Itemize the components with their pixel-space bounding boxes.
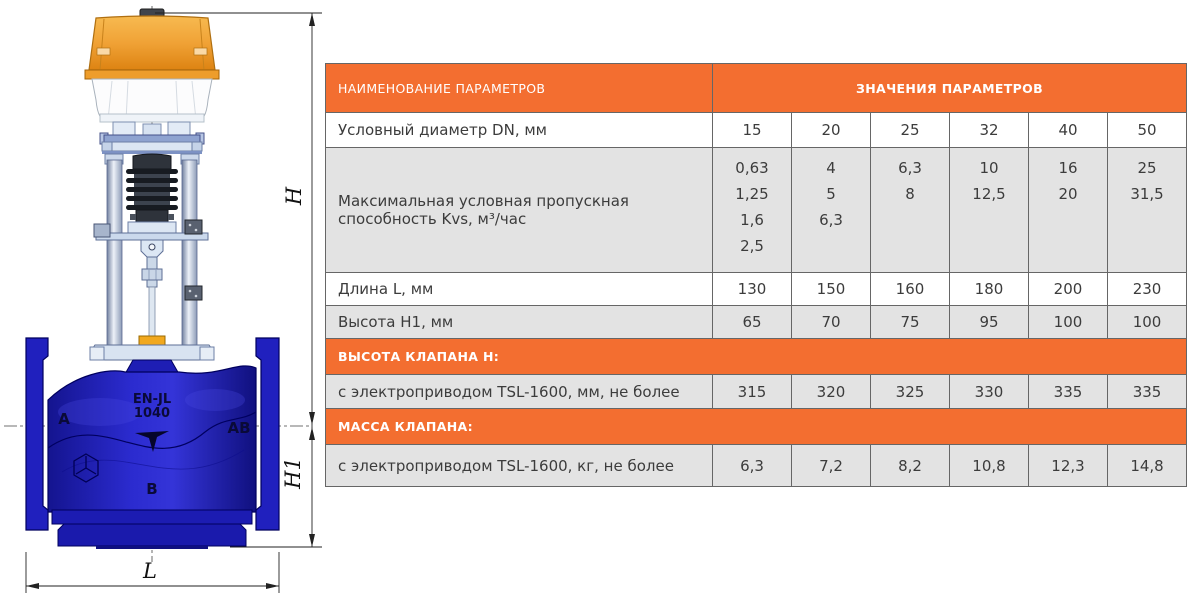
h1-label: Высота H1, мм (326, 306, 713, 339)
kvs-value (1029, 148, 1108, 273)
length-value: 200 (1029, 273, 1108, 306)
kvs-line: 12,5 (972, 185, 1006, 203)
dim-label-h1: H1 (281, 457, 305, 489)
kvs-value (1108, 148, 1187, 273)
casting-mark-line2: 1040 (133, 406, 171, 421)
length-value: 160 (871, 273, 950, 306)
h1-value: 100 (1108, 306, 1187, 339)
valve-mass-label: с электроприводом TSL-1600, кг, не более (326, 445, 713, 487)
valve-height-value: 315 (713, 375, 792, 409)
h1-value: 70 (792, 306, 871, 339)
dn-value: 25 (871, 113, 950, 148)
dn-label: Условный диаметр DN, мм (326, 113, 713, 148)
kvs-line: 25 (1137, 159, 1157, 177)
kvs-line: 4 (826, 159, 836, 177)
stem-coupler (139, 336, 165, 345)
stem-nut (142, 269, 162, 280)
kvs-value (713, 148, 792, 273)
stem-clamp-lower (185, 286, 202, 300)
header-parameter-values: ЗНАЧЕНИЯ ПАРАМЕТРОВ (713, 64, 1187, 113)
casting-mark-line1: EN-JL (132, 392, 172, 407)
h1-value: 75 (871, 306, 950, 339)
kvs-line: 16 (1058, 159, 1078, 177)
stem-clamp-upper (185, 220, 202, 234)
valve-mass-value: 7,2 (792, 445, 871, 487)
kvs-line: 2,5 (740, 237, 764, 255)
h1-value: 95 (950, 306, 1029, 339)
table-section-valve-height (326, 339, 1187, 375)
kvs-line: 31,5 (1130, 185, 1164, 203)
dim-label-h: H (282, 186, 306, 206)
kvs-line: 6,3 (819, 211, 843, 229)
dn-value: 50 (1108, 113, 1187, 148)
valve-mass-section-label: МАССА КЛАПАНА: (326, 409, 1187, 445)
kvs-line: 1,25 (735, 185, 769, 203)
length-value: 130 (713, 273, 792, 306)
table-row-dn (326, 113, 1187, 148)
valve-height-value: 335 (1029, 375, 1108, 409)
valve-height-value: 335 (1108, 375, 1187, 409)
valve-height-value: 330 (950, 375, 1029, 409)
table-section-valve-mass (326, 409, 1187, 445)
length-value: 230 (1108, 273, 1187, 306)
actuator-cap-flange (85, 70, 219, 79)
kvs-line: 8 (905, 185, 915, 203)
table-row-h1 (326, 306, 1187, 339)
h1-value: 100 (1029, 306, 1108, 339)
flange-left (26, 338, 48, 530)
flange-bottom (52, 510, 252, 524)
table-row-valve-mass (326, 445, 1187, 487)
table-header-row (326, 64, 1187, 113)
kvs-line: 1,6 (740, 211, 764, 229)
kvs-value (792, 148, 871, 273)
valve-mass-value: 12,3 (1029, 445, 1108, 487)
bellows (126, 154, 178, 222)
flange-right (256, 338, 279, 530)
valve-height-label: с электроприводом TSL-1600, мм, не более (326, 375, 713, 409)
valve-mass-value: 14,8 (1108, 445, 1187, 487)
dimension-l (26, 552, 279, 593)
table-row-valve-height (326, 375, 1187, 409)
length-value: 180 (950, 273, 1029, 306)
dn-value: 15 (713, 113, 792, 148)
electric-actuator (85, 9, 219, 122)
valve-stem (149, 287, 155, 337)
kvs-line: 0,63 (735, 159, 769, 177)
dn-value: 32 (950, 113, 1029, 148)
valve-height-value: 320 (792, 375, 871, 409)
kvs-value (950, 148, 1029, 273)
length-value: 150 (792, 273, 871, 306)
kvs-line: 6,3 (898, 159, 922, 177)
actuator-cap (89, 16, 215, 70)
valve-body (26, 338, 279, 549)
valve-height-section-label: ВЫСОТА КЛАПАНА H: (326, 339, 1187, 375)
port-a-label: A (58, 410, 70, 428)
table-row-kvs (326, 148, 1187, 273)
h1-value: 65 (713, 306, 792, 339)
dn-value: 40 (1029, 113, 1108, 148)
yoke-base-plate (90, 345, 214, 360)
valve-mass-value: 8,2 (871, 445, 950, 487)
dn-value: 20 (792, 113, 871, 148)
kvs-line: 20 (1058, 185, 1078, 203)
valve-mass-value: 10,8 (950, 445, 1029, 487)
kvs-label: Максимальная условная пропускная способность Kvs, м³/час (326, 148, 713, 273)
dim-label-l: L (143, 559, 157, 583)
kvs-value (871, 148, 950, 273)
parameters-table (325, 63, 1187, 487)
table-row-length (326, 273, 1187, 306)
valve-mass-value: 6,3 (713, 445, 792, 487)
kvs-line: 10 (979, 159, 999, 177)
port-ab-label: AB (227, 419, 251, 437)
header-parameter-names: НАИМЕНОВАНИЕ ПАРАМЕТРОВ (326, 64, 713, 113)
length-label: Длина L, мм (326, 273, 713, 306)
port-b-label: B (146, 480, 158, 498)
valve-assembly-drawing (0, 0, 330, 600)
kvs-line: 5 (826, 185, 836, 203)
valve-height-value: 325 (871, 375, 950, 409)
